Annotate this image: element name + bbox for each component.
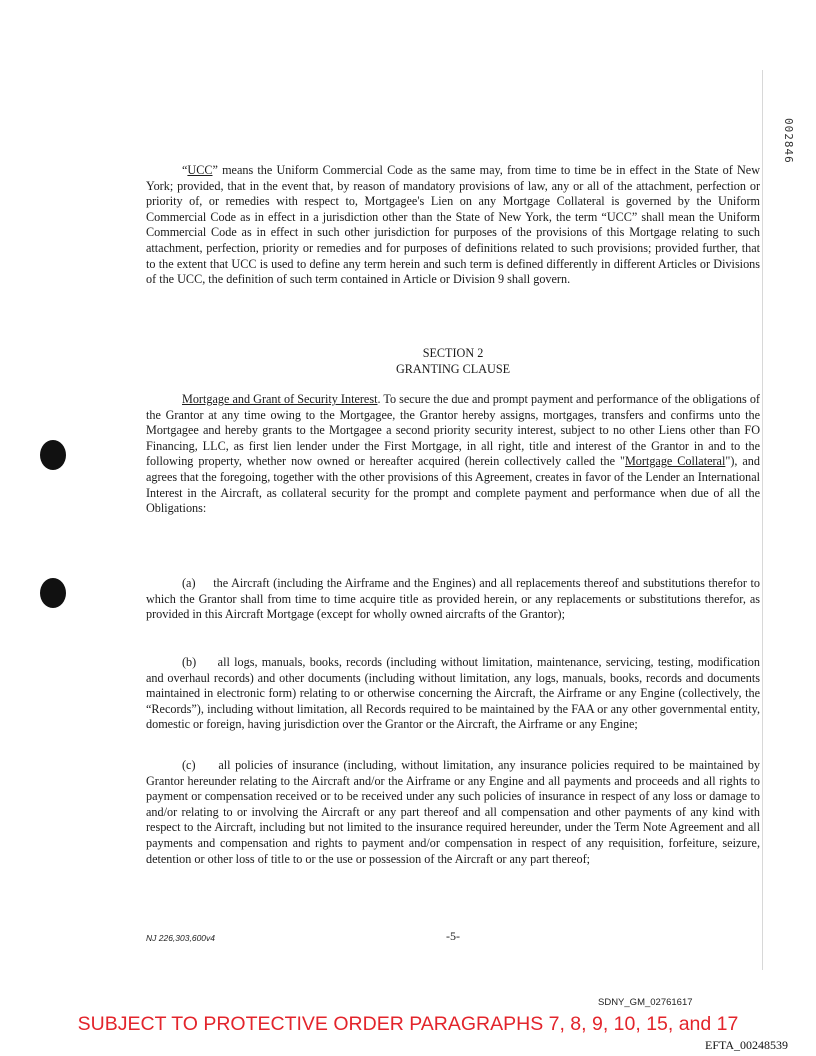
item-b-text: all logs, manuals, books, records (including without limitation, maintenance, servicing, testing, modification and overhaul records) and other documents (including without limitation, any logs, manuals, books, records and documents maintained in electronic form) relating to or otherwise concerning the Aircraft, the Airframe or any Engine (collectively, the “Records”), including without limitation, all Records required to be maintained by the FAA or any other governmental entity, domestic or foreign, having jurisdiction over the Grantor or the Aircraft, the Airframe or any Engine;: [146, 655, 760, 732]
item-c: [146, 758, 760, 867]
grant-text-b: "), and agrees that the foregoing, together with the other provisions of this Agreement, creates in favor of the Lender an International Interest in the Aircraft, as collateral security for the prompt and complete payment and performance when due of all the Obligations:: [146, 454, 760, 516]
bates-number: SDNY_GM_02761617: [598, 997, 693, 1008]
item-c-text: all policies of insurance (including, without limitation, any insurance policies required to be maintained by Grantor hereunder relating to the Aircraft and/or the Airframe or any Engine and all payments and proceeds and all rights to payment or compensation received or to be received under any such policies of insurance in respect of any loss or damage to and/or relating to or involving the Aircraft or any part thereof and all compensation and other payments of any kind with respect to the Aircraft, including but not limited to the insurance required hereunder, under the Term Note Agreement and all payments and compensation and rights to payment and/or compensation in respect of any requisition, forfeiture, seizure, detention or other loss of title to or the use or possession of the Aircraft or any part thereof;: [146, 758, 761, 866]
item-c-label: (c): [182, 758, 196, 772]
item-a: [146, 576, 760, 623]
item-b-label: (b): [182, 655, 197, 669]
grant-text-a: . To secure the due and prompt payment and performance of the obligations of the Grantor at any time owing to the Mortgagee, the Grantor hereby assigns, mortgages, transfers and confirms unto the Mortgagee and hereby grants to the Mortgagee a second priority security interest, subject to no other Liens other than FO Financing, LLC, as first lien lender under the First Mortgage, in all right, title and interest of the Grantor in and to the following property, whether now owned or hereafter acquired (herein collectively called the ": [146, 392, 760, 469]
page-number: -5-: [446, 929, 460, 943]
footer-doc-id: NJ 226,303,600v4: [146, 933, 215, 943]
grant-heading: Mortgage and Grant of Security Interest: [182, 392, 378, 406]
item-a-label: (a): [182, 576, 196, 590]
grant-defined-term: Mortgage Collateral: [624, 454, 726, 469]
punch-hole-top: [40, 440, 66, 470]
granting-paragraph: [146, 392, 760, 517]
ucc-term: UCC: [187, 163, 213, 177]
item-b: [146, 655, 760, 733]
punch-hole-bottom: [40, 578, 66, 608]
page-edge-rule: [762, 70, 763, 970]
side-stamp: 002846: [782, 118, 795, 164]
protective-order-banner: SUBJECT TO PROTECTIVE ORDER PARAGRAPHS 7, 8, 9, 10, 15, and 17: [77, 1013, 739, 1035]
item-a-text: the Aircraft (including the Airframe and the Engines) and all replacements thereof and substitutions therefor to which the Grantor shall from time to time acquire title as provided herein, or any replacements or substitutions therefor, as provided in this Aircraft Mortgage (except for wholly owned aircrafts of the Grantor);: [146, 576, 760, 622]
section-number: SECTION 2: [422, 346, 484, 360]
section-title: GRANTING CLAUSE: [395, 362, 511, 376]
ucc-text: ” means the Uniform Commercial Code as the same may, from time to time be in effect in the State of New York; provided, that in the event that, by reason of mandatory provisions of law, any or all of the attachment, perfection or priority of, or remedies with respect to, Mortgagee's Lien on any Mortgage Collateral is governed by the Uniform Commercial Code as in effect in a jurisdiction other than the State of New York, the term “UCC” shall mean the Uniform Commercial Code as in effect in such other jurisdiction for purposes of the provisions of this Mortgage relating to such attachment, perfection, priority or remedies and for purposes of definitions related to such provisions; provided further, that to the extent that UCC is used to define any term herein and such term is defined differently in different Articles or Divisions of the UCC, the definition of such term contained in Article or Division 9 shall govern.: [146, 163, 760, 287]
ucc-definition: “UCC” means the Uniform Commercial Code as the same may, from time to time be in effect in the State of New York; provided, that in the event that, by reason of mandatory provisions of law, any or all of the attachment, perfection or priority of, or remedies with respect to, Mortgagee's Lien on any Mortgage Collateral is governed by the Uniform Commercial Code as in effect in a jurisdiction other than the State of New York, the term “UCC” shall mean the Uniform Commercial Code as in effect in such other jurisdiction for purposes of the provisions of this Mortgage relating to such attachment, perfection, priority or remedies and for purposes of definitions related to such provisions; provided further, that to the extent that UCC is used to define any term herein and such term is defined differently in different Articles or Divisions of the UCC, the definition of such term contained in Article or Division 9 shall govern.: [146, 163, 760, 287]
efta-id: EFTA_00248539: [705, 1038, 789, 1052]
